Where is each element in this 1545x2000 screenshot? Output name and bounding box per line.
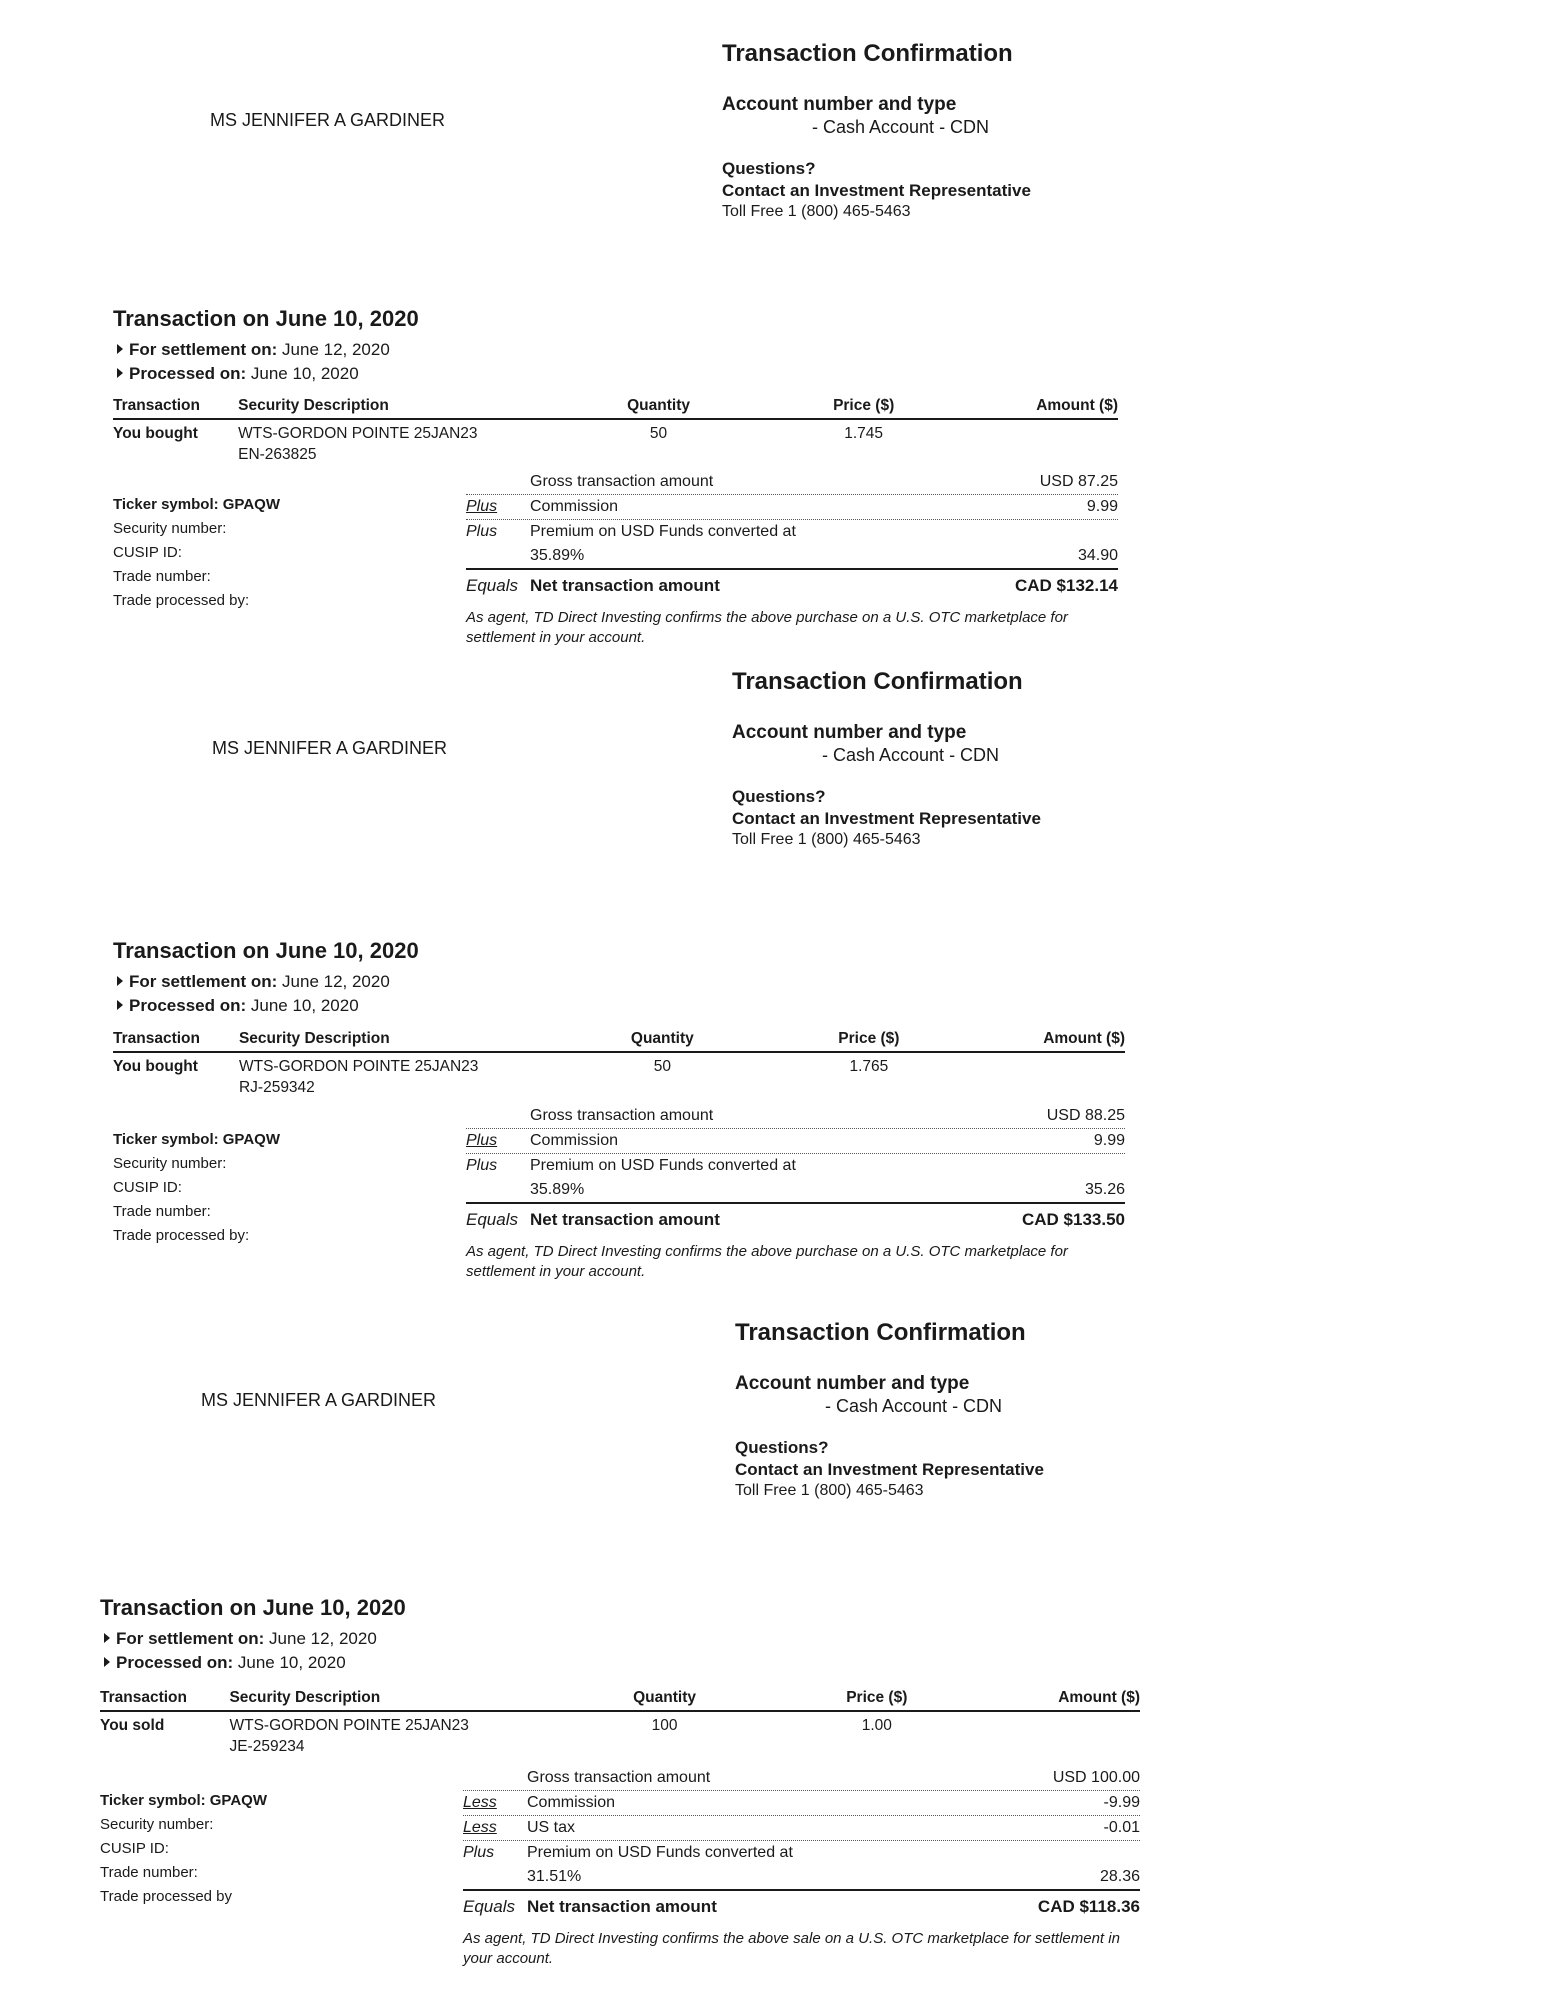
confirmation-header <box>735 1319 1044 1501</box>
summary-gross: Gross transaction amount USD 87.25 <box>466 470 1118 495</box>
col-amount: Amount ($) <box>993 1029 1125 1052</box>
trade-reference: RJ-259342 <box>238 1079 315 1096</box>
account-label: Account number and type <box>735 1373 970 1394</box>
table-header-row <box>100 1688 1140 1711</box>
transaction-heading <box>113 938 419 1018</box>
cusip-label: CUSIP ID: <box>100 1840 169 1857</box>
trade-table <box>100 1688 1140 1757</box>
summary-gross: Gross transaction amount USD 100.00 <box>463 1766 1140 1791</box>
amount-summary <box>466 470 1118 648</box>
trade-quantity: 100 <box>651 1717 678 1734</box>
col-transaction: Transaction <box>113 1029 239 1052</box>
summary-commission: Less Commission -9.99 <box>463 1791 1140 1816</box>
col-amount: Amount ($) <box>1004 1688 1140 1711</box>
summary-premium: Plus Premium on USD Funds converted at 35.89% 34.90 <box>466 520 1118 570</box>
processed-line: Processed on: June 10, 2020 <box>113 362 419 386</box>
triangle-right-icon <box>117 976 123 986</box>
ticker-symbol: Ticker symbol: GPAQW <box>113 496 280 513</box>
agent-note: As agent, TD Direct Investing confirms the above sale on a U.S. OTC marketplace for settlement in your account. <box>463 1930 1120 1967</box>
trade-quantity: 50 <box>653 1058 671 1075</box>
client-name: MS JENNIFER A GARDINER <box>201 1390 437 1410</box>
phone-number: Toll Free 1 (800) 465-5463 <box>735 1482 924 1499</box>
account-type: - Cash Account - CDN <box>722 116 1031 138</box>
table-row <box>113 1052 1125 1098</box>
table-row <box>113 419 1118 465</box>
col-security: Security Description <box>239 1029 580 1052</box>
settlement-line: For settlement on: June 12, 2020 <box>100 1627 406 1651</box>
client-name: MS JENNIFER A GARDINER <box>210 110 446 130</box>
summary-net: Equals Net transaction amount CAD $118.36 <box>463 1897 1140 1916</box>
summary-net: Equals Net transaction amount CAD $133.50 <box>466 1210 1125 1229</box>
trade-quantity: 50 <box>649 425 668 442</box>
col-price: Price ($) <box>741 396 987 419</box>
summary-net: Equals Net transaction amount CAD $132.14 <box>466 576 1118 595</box>
confirmation-header <box>732 668 1041 850</box>
triangle-right-icon <box>117 1000 123 1010</box>
agent-note: As agent, TD Direct Investing confirms the above purchase on a U.S. OTC marketplace for settlement in your account. <box>466 609 1068 646</box>
amount-summary <box>463 1766 1140 1969</box>
trade-price: 1.765 <box>849 1058 889 1075</box>
confirmation-header <box>722 40 1031 222</box>
trade-number-label: Trade number: <box>113 568 211 585</box>
contact-label: Contact an Investment Representative <box>735 1460 1044 1479</box>
trade-processed-by-label: Trade processed by <box>100 1888 233 1905</box>
col-quantity: Quantity <box>580 1029 745 1052</box>
account-label: Account number and type <box>722 94 957 115</box>
redacted-account-number <box>722 121 812 133</box>
trade-action: You bought <box>113 425 198 442</box>
account-label: Account number and type <box>732 722 967 743</box>
trade-amount <box>987 419 1118 465</box>
phone-number: Toll Free 1 (800) 465-5463 <box>722 203 911 220</box>
table-header-row <box>113 396 1118 419</box>
transaction-heading <box>113 306 419 386</box>
summary-us-tax: Less US tax -0.01 <box>463 1816 1140 1841</box>
trade-amount <box>993 1052 1125 1098</box>
summary-gross: Gross transaction amount USD 88.25 <box>466 1104 1125 1129</box>
amount-summary <box>466 1104 1125 1282</box>
redacted-account-number <box>735 1400 825 1412</box>
confirmation-title: Transaction Confirmation <box>722 40 1013 67</box>
account-type: - Cash Account - CDN <box>732 744 1041 766</box>
trade-security: WTS-GORDON POINTE 25JAN23 RJ-259342 <box>239 1052 580 1098</box>
summary-commission: Plus Commission 9.99 <box>466 495 1118 520</box>
summary-premium: Plus Premium on USD Funds converted at 35.89% 35.26 <box>466 1154 1125 1204</box>
ticker-symbol: Ticker symbol: GPAQW <box>113 1131 280 1148</box>
confirmation-title: Transaction Confirmation <box>732 668 1023 695</box>
col-security: Security Description <box>229 1688 579 1711</box>
questions-label: Questions? <box>735 1438 829 1457</box>
security-info <box>100 1789 267 1909</box>
col-transaction: Transaction <box>113 396 238 419</box>
settlement-line: For settlement on: June 12, 2020 <box>113 338 419 362</box>
trade-security: WTS-GORDON POINTE 25JAN23 EN-263825 <box>238 419 576 465</box>
cusip-label: CUSIP ID: <box>113 544 182 561</box>
trade-amount <box>1004 1711 1140 1757</box>
security-number-label: Security number: <box>113 1155 227 1172</box>
transaction-title: Transaction on June 10, 2020 <box>113 938 419 963</box>
cusip-label: CUSIP ID: <box>113 1179 182 1196</box>
trade-number-label: Trade number: <box>100 1864 198 1881</box>
table-row <box>100 1711 1140 1757</box>
table-header-row <box>113 1029 1125 1052</box>
questions-label: Questions? <box>722 159 816 178</box>
trade-table <box>113 1029 1125 1098</box>
col-security: Security Description <box>238 396 576 419</box>
transaction-title: Transaction on June 10, 2020 <box>113 306 419 331</box>
triangle-right-icon <box>104 1657 110 1667</box>
col-quantity: Quantity <box>577 396 741 419</box>
trade-action: You bought <box>113 1058 198 1075</box>
summary-commission: Plus Commission 9.99 <box>466 1129 1125 1154</box>
col-transaction: Transaction <box>100 1688 229 1711</box>
transaction-heading <box>100 1595 406 1675</box>
questions-label: Questions? <box>732 787 826 806</box>
col-price: Price ($) <box>749 1688 1004 1711</box>
trade-processed-by-label: Trade processed by: <box>113 1227 250 1244</box>
ticker-symbol: Ticker symbol: GPAQW <box>100 1792 267 1809</box>
col-amount: Amount ($) <box>987 396 1118 419</box>
triangle-right-icon <box>104 1633 110 1643</box>
trade-reference: EN-263825 <box>238 446 317 463</box>
processed-line: Processed on: June 10, 2020 <box>113 994 419 1018</box>
trade-price: 1.745 <box>844 425 884 442</box>
phone-number: Toll Free 1 (800) 465-5463 <box>732 831 921 848</box>
triangle-right-icon <box>117 368 123 378</box>
security-info <box>113 1128 280 1248</box>
account-type: - Cash Account - CDN <box>735 1395 1044 1417</box>
trade-price: 1.00 <box>861 1717 892 1734</box>
security-number-label: Security number: <box>113 520 227 537</box>
settlement-line: For settlement on: June 12, 2020 <box>113 970 419 994</box>
trade-processed-by-label: Trade processed by: <box>113 592 250 609</box>
trade-table <box>113 396 1118 465</box>
security-info <box>113 493 280 613</box>
trade-reference: JE-259234 <box>229 1738 305 1755</box>
redacted-account-number <box>732 749 822 761</box>
processed-line: Processed on: June 10, 2020 <box>100 1651 406 1675</box>
summary-premium: Plus Premium on USD Funds converted at 31.51% 28.36 <box>463 1841 1140 1891</box>
security-number-label: Security number: <box>100 1816 214 1833</box>
confirmation-title: Transaction Confirmation <box>735 1319 1026 1346</box>
transaction-title: Transaction on June 10, 2020 <box>100 1595 406 1620</box>
contact-label: Contact an Investment Representative <box>722 181 1031 200</box>
agent-note: As agent, TD Direct Investing confirms the above purchase on a U.S. OTC marketplace for settlement in your account. <box>466 1243 1068 1280</box>
trade-security: WTS-GORDON POINTE 25JAN23 JE-259234 <box>229 1711 579 1757</box>
trade-action: You sold <box>100 1717 165 1734</box>
client-name: MS JENNIFER A GARDINER <box>212 738 448 758</box>
contact-label: Contact an Investment Representative <box>732 809 1041 828</box>
col-price: Price ($) <box>745 1029 993 1052</box>
col-quantity: Quantity <box>580 1688 750 1711</box>
triangle-right-icon <box>117 344 123 354</box>
trade-number-label: Trade number: <box>113 1203 211 1220</box>
